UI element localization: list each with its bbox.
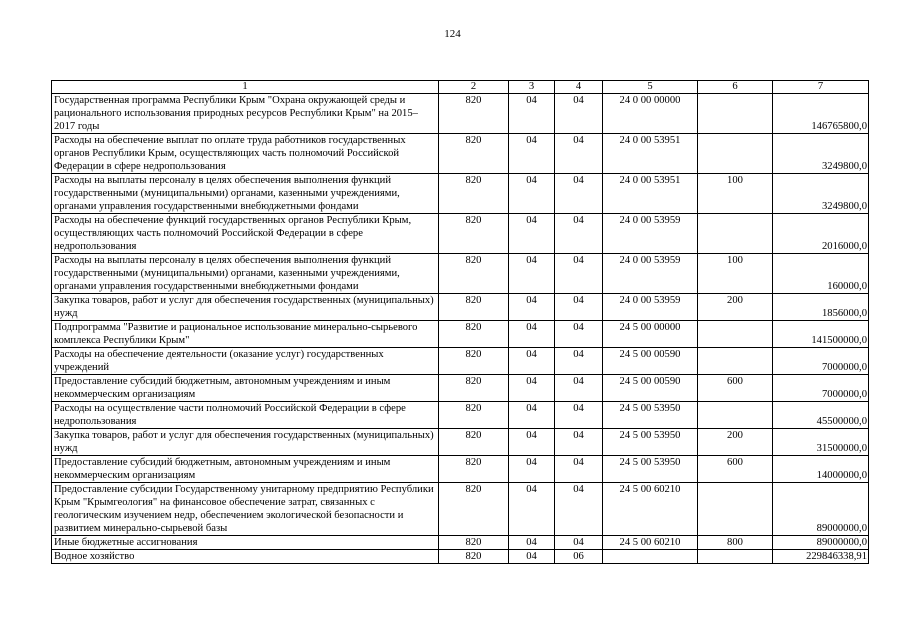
ministry-code-cell: 820 xyxy=(439,550,509,564)
table-row xyxy=(52,429,869,456)
expense-type-code-cell: 200 xyxy=(698,294,773,321)
item-name-cell: Водное хозяйство xyxy=(52,550,439,564)
target-article-code-cell: 24 0 00 53951 xyxy=(603,174,698,214)
subsection-code-cell: 04 xyxy=(555,536,603,550)
table-row xyxy=(52,294,869,321)
target-article-code-cell: 24 5 00 00000 xyxy=(603,321,698,348)
table-row xyxy=(52,321,869,348)
expense-type-code-cell: 200 xyxy=(698,429,773,456)
page-number: 124 xyxy=(444,28,461,40)
item-name-cell: Государственная программа Республики Крым "Охрана окружающей среды и рационального использования природных ресурсов Республики Крым" на 2015–2017 годы xyxy=(52,94,439,134)
ministry-code-cell: 820 xyxy=(439,375,509,402)
expense-type-code-cell: 800 xyxy=(698,536,773,550)
table-row xyxy=(52,402,869,429)
expense-type-code-cell xyxy=(698,214,773,254)
ministry-code-cell: 820 xyxy=(439,536,509,550)
subsection-code-cell: 04 xyxy=(555,429,603,456)
section-code-cell: 04 xyxy=(509,94,555,134)
subsection-code-cell: 06 xyxy=(555,550,603,564)
ministry-code-cell: 820 xyxy=(439,254,509,294)
amount-cell: 3249800,0 xyxy=(773,174,869,214)
expense-type-code-cell xyxy=(698,94,773,134)
subsection-code-cell: 04 xyxy=(555,483,603,536)
table-row xyxy=(52,483,869,536)
table-row xyxy=(52,94,869,134)
subsection-code-cell: 04 xyxy=(555,348,603,375)
header-col-7: 7 xyxy=(773,81,869,94)
ministry-code-cell: 820 xyxy=(439,348,509,375)
expense-type-code-cell: 100 xyxy=(698,174,773,214)
header-col-1: 1 xyxy=(52,81,439,94)
subsection-code-cell: 04 xyxy=(555,375,603,402)
item-name-cell: Предоставление субсидий бюджетным, автономным учреждениям и иным некоммерческим организациям xyxy=(52,375,439,402)
amount-cell: 2016000,0 xyxy=(773,214,869,254)
section-code-cell: 04 xyxy=(509,375,555,402)
item-name-cell: Подпрограмма "Развитие и рациональное использование минерально-сырьевого комплекса Республики Крым" xyxy=(52,321,439,348)
amount-cell: 89000000,0 xyxy=(773,483,869,536)
section-code-cell: 04 xyxy=(509,294,555,321)
expense-type-code-cell: 600 xyxy=(698,375,773,402)
amount-cell: 89000000,0 xyxy=(773,536,869,550)
table-row xyxy=(52,536,869,550)
item-name-cell: Расходы на обеспечение деятельности (оказание услуг) государственных учреждений xyxy=(52,348,439,375)
section-code-cell: 04 xyxy=(509,429,555,456)
item-name-cell: Предоставление субсидий бюджетным, автономным учреждениям и иным некоммерческим организациям xyxy=(52,456,439,483)
item-name-cell: Предоставление субсидии Государственному унитарному предприятию Республики Крым "Крымгеология" на финансовое обеспечение затрат, связанных с геологическим изучением недр, обеспечением экологической безопасности и развитием минерально-сырьевой базы xyxy=(52,483,439,536)
ministry-code-cell: 820 xyxy=(439,134,509,174)
section-code-cell: 04 xyxy=(509,321,555,348)
table-row xyxy=(52,174,869,214)
amount-cell: 7000000,0 xyxy=(773,375,869,402)
table-row xyxy=(52,254,869,294)
item-name-cell: Иные бюджетные ассигнования xyxy=(52,536,439,550)
item-name-cell: Расходы на выплаты персоналу в целях обеспечения выполнения функций государственными (муниципальными) органами, казенными учреждениями, органами управления государственными внебюджетными фондами xyxy=(52,254,439,294)
ministry-code-cell: 820 xyxy=(439,294,509,321)
header-row xyxy=(52,81,869,94)
item-name-cell: Расходы на осуществление части полномочий Российской Федерации в сфере недропользования xyxy=(52,402,439,429)
expense-type-code-cell: 100 xyxy=(698,254,773,294)
amount-cell: 45500000,0 xyxy=(773,402,869,429)
expense-type-code-cell xyxy=(698,550,773,564)
table-row xyxy=(52,456,869,483)
amount-cell: 14000000,0 xyxy=(773,456,869,483)
ministry-code-cell: 820 xyxy=(439,429,509,456)
target-article-code-cell: 24 5 00 60210 xyxy=(603,483,698,536)
table-row xyxy=(52,348,869,375)
amount-cell: 3249800,0 xyxy=(773,134,869,174)
amount-cell: 1856000,0 xyxy=(773,294,869,321)
item-name-cell: Расходы на обеспечение выплат по оплате труда работников государственных органов Республики Крым, осуществляющих часть полномочий Российской Федерации в сфере недропользования xyxy=(52,134,439,174)
item-name-cell: Расходы на обеспечение функций государственных органов Республики Крым, осуществляющих часть полномочий Российской Федерации в сфере недропользования xyxy=(52,214,439,254)
section-code-cell: 04 xyxy=(509,483,555,536)
section-code-cell: 04 xyxy=(509,134,555,174)
target-article-code-cell: 24 0 00 53959 xyxy=(603,214,698,254)
ministry-code-cell: 820 xyxy=(439,321,509,348)
amount-cell: 229846338,91 xyxy=(773,550,869,564)
item-name-cell: Закупка товаров, работ и услуг для обеспечения государственных (муниципальных) нужд xyxy=(52,294,439,321)
target-article-code-cell: 24 0 00 53959 xyxy=(603,254,698,294)
target-article-code-cell: 24 0 00 53951 xyxy=(603,134,698,174)
header-col-3: 3 xyxy=(509,81,555,94)
subsection-code-cell: 04 xyxy=(555,321,603,348)
header-col-2: 2 xyxy=(439,81,509,94)
section-code-cell: 04 xyxy=(509,348,555,375)
subsection-code-cell: 04 xyxy=(555,214,603,254)
subsection-code-cell: 04 xyxy=(555,402,603,429)
budget-table xyxy=(51,80,869,564)
section-code-cell: 04 xyxy=(509,174,555,214)
expense-type-code-cell xyxy=(698,348,773,375)
expense-type-code-cell xyxy=(698,321,773,348)
header-col-4: 4 xyxy=(555,81,603,94)
ministry-code-cell: 820 xyxy=(439,94,509,134)
target-article-code-cell: 24 5 00 53950 xyxy=(603,402,698,429)
table-row xyxy=(52,550,869,564)
ministry-code-cell: 820 xyxy=(439,456,509,483)
section-code-cell: 04 xyxy=(509,402,555,429)
table-header xyxy=(52,81,869,94)
amount-cell: 160000,0 xyxy=(773,254,869,294)
ministry-code-cell: 820 xyxy=(439,214,509,254)
target-article-code-cell: 24 5 00 60210 xyxy=(603,536,698,550)
target-article-code-cell xyxy=(603,550,698,564)
table-body xyxy=(52,94,869,564)
expense-type-code-cell: 600 xyxy=(698,456,773,483)
header-col-5: 5 xyxy=(603,81,698,94)
amount-cell: 7000000,0 xyxy=(773,348,869,375)
expense-type-code-cell xyxy=(698,402,773,429)
section-code-cell: 04 xyxy=(509,214,555,254)
header-col-6: 6 xyxy=(698,81,773,94)
section-code-cell: 04 xyxy=(509,550,555,564)
subsection-code-cell: 04 xyxy=(555,456,603,483)
table-row xyxy=(52,134,869,174)
section-code-cell: 04 xyxy=(509,536,555,550)
target-article-code-cell: 24 5 00 00590 xyxy=(603,375,698,402)
ministry-code-cell: 820 xyxy=(439,402,509,429)
target-article-code-cell: 24 5 00 00590 xyxy=(603,348,698,375)
subsection-code-cell: 04 xyxy=(555,254,603,294)
target-article-code-cell: 24 0 00 53959 xyxy=(603,294,698,321)
item-name-cell: Расходы на выплаты персоналу в целях обеспечения выполнения функций государственными (муниципальными) органами, казенными учреждениями, органами управления государственными внебюджетными фондами xyxy=(52,174,439,214)
section-code-cell: 04 xyxy=(509,456,555,483)
amount-cell: 31500000,0 xyxy=(773,429,869,456)
ministry-code-cell: 820 xyxy=(439,483,509,536)
subsection-code-cell: 04 xyxy=(555,294,603,321)
section-code-cell: 04 xyxy=(509,254,555,294)
target-article-code-cell: 24 5 00 53950 xyxy=(603,456,698,483)
subsection-code-cell: 04 xyxy=(555,134,603,174)
subsection-code-cell: 04 xyxy=(555,174,603,214)
item-name-cell: Закупка товаров, работ и услуг для обеспечения государственных (муниципальных) нужд xyxy=(52,429,439,456)
table-row xyxy=(52,375,869,402)
expense-type-code-cell xyxy=(698,134,773,174)
expense-type-code-cell xyxy=(698,483,773,536)
target-article-code-cell: 24 5 00 53950 xyxy=(603,429,698,456)
table-row xyxy=(52,214,869,254)
target-article-code-cell: 24 0 00 00000 xyxy=(603,94,698,134)
amount-cell: 141500000,0 xyxy=(773,321,869,348)
amount-cell: 146765800,0 xyxy=(773,94,869,134)
ministry-code-cell: 820 xyxy=(439,174,509,214)
subsection-code-cell: 04 xyxy=(555,94,603,134)
